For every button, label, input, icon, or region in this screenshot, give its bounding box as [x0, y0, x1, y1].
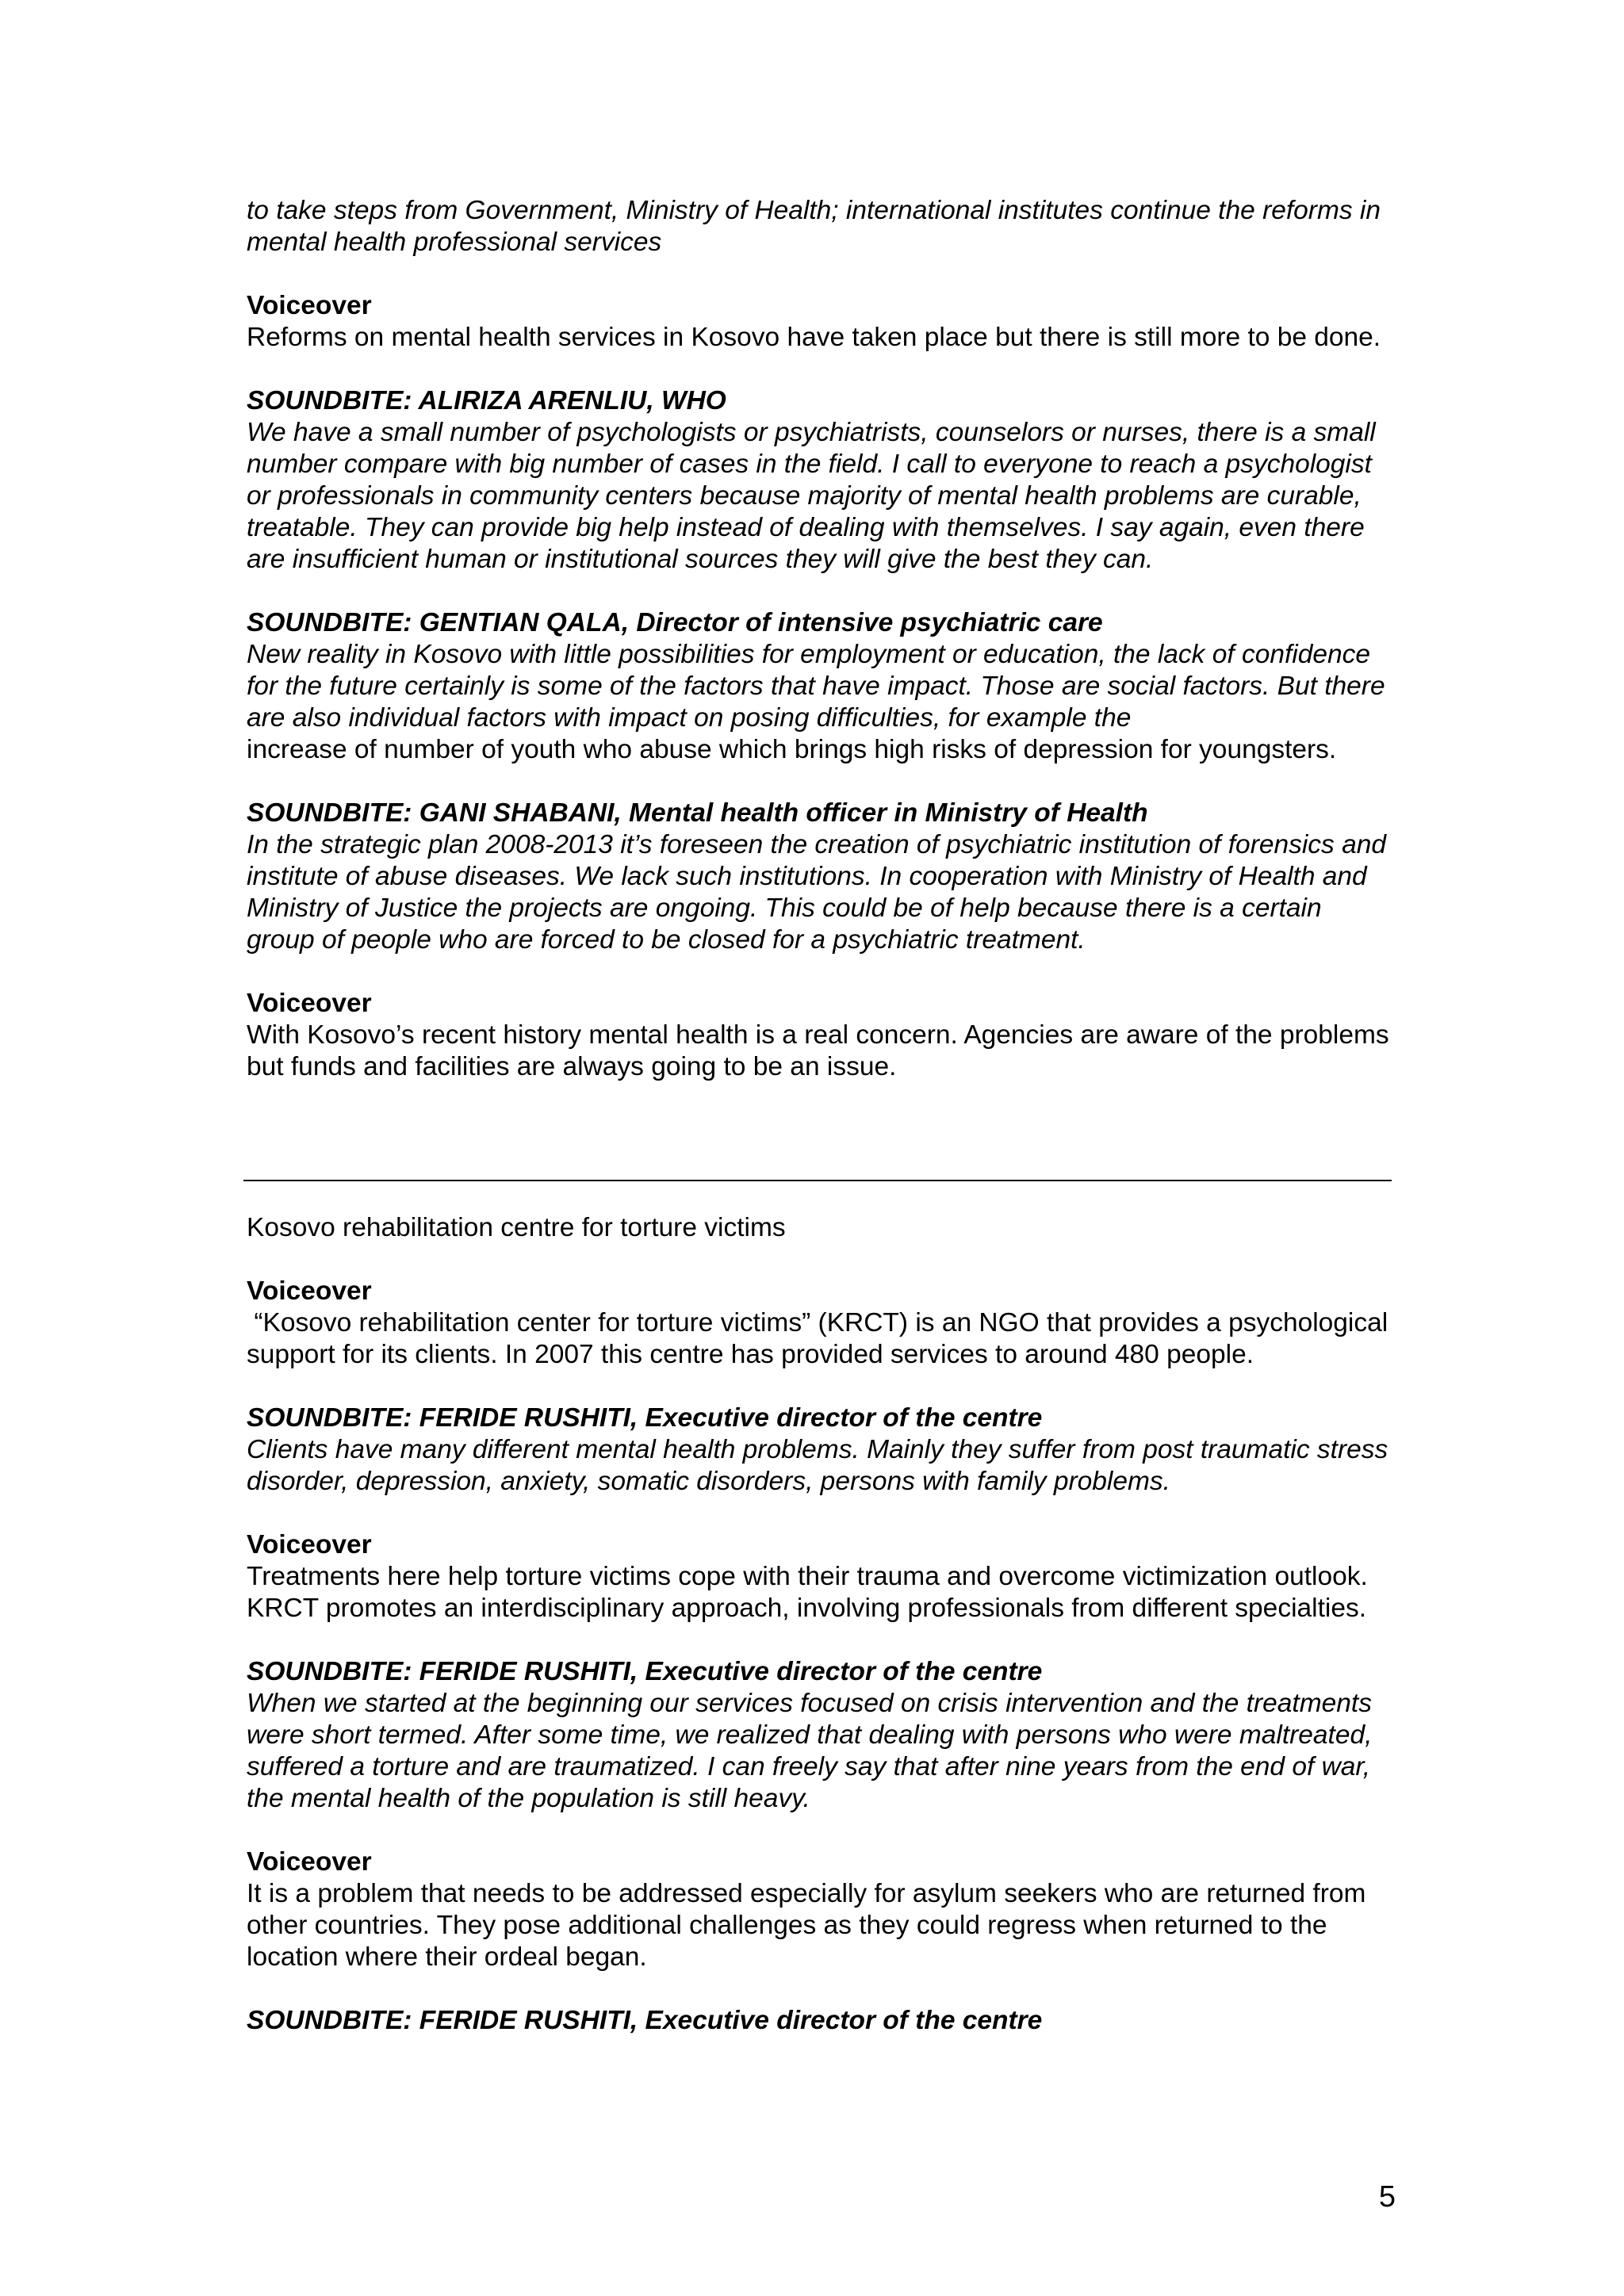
voiceover-text: With Kosovo’s recent history mental health is a real concern. Agencies are aware of the problems but funds and facilities are always going to be an issue.: [247, 1020, 1389, 1081]
section-divider: [243, 1180, 1392, 1181]
voiceover-text: It is a problem that needs to be addressed especially for asylum seekers who are returned from other countries. They pose additional challenges as they could regress when returned to the location where their ordeal began.: [247, 1879, 1366, 1972]
voiceover-block: [247, 1529, 1396, 1624]
voiceover-block: [247, 988, 1396, 1083]
section-krct: [247, 1212, 1396, 2068]
soundbite-block: [247, 607, 1396, 766]
voiceover-block: [247, 1846, 1396, 1973]
voiceover-block: [247, 290, 1396, 354]
voiceover-block: [247, 1276, 1396, 1371]
soundbite-block: [247, 1402, 1396, 1498]
section-heading: Kosovo rehabilitation centre for torture victims: [247, 1213, 786, 1242]
soundbite-text: New reality in Kosovo with little possibilities for employment or education, the lack of confidence for the future certainly is some of the factors that have impact. Those are social factors. But there are also individual factors with impact on posing difficulties, for example the: [247, 640, 1385, 733]
continuation-text: to take steps from Government, Ministry of Health; international institutes continue the reforms in mental health professional services: [247, 196, 1381, 257]
soundbite-text: When we started at the beginning our services focused on crisis intervention and the treatments were short termed. After some time, we realized that dealing with persons who were maltreated, suffered a torture and are traumatized. I can freely say that after nine years from the end of war, the mental health of the population is still heavy.: [247, 1689, 1373, 1813]
soundbite-text: In the strategic plan 2008-2013 it’s foreseen the creation of psychiatric institution of forensics and institute of abuse diseases. We lack such institutions. In cooperation with Ministry of Health and Ministry of Justice the projects are ongoing. This could be of help because there is a certain group of people who are forced to be closed for a psychiatric treatment.: [247, 830, 1386, 955]
soundbite-label: SOUNDBITE: FERIDE RUSHITI, Executive director of the centre: [247, 2006, 1043, 2035]
soundbite-text-plain: increase of number of youth who abuse which brings high risks of depression for youngsters.: [247, 735, 1337, 764]
document-page: [247, 195, 1396, 1115]
speaker-label: Voiceover: [247, 1847, 372, 1877]
soundbite-block: [247, 798, 1396, 956]
soundbite-text: We have a small number of psychologists or psychiatrists, counselors or nurses, there is a small number compare with big number of cases in the field. I call to everyone to reach a psychologist or professionals in community centers because majority of mental health problems are curable, treatable. They can provide big help instead of dealing with themselves. I say again, even there are insufficient human or institutional sources they will give the best they can.: [247, 418, 1376, 574]
soundbite-block: [247, 1656, 1396, 1815]
soundbite-block: [247, 2005, 1396, 2037]
voiceover-text: Reforms on mental health services in Kosovo have taken place but there is still more to be done.: [247, 323, 1381, 352]
voiceover-text: Treatments here help torture victims cope with their trauma and overcome victimization outlook. KRCT promotes an interdisciplinary approach, involving professionals from different specialties.: [247, 1562, 1368, 1623]
speaker-label: Voiceover: [247, 291, 372, 320]
soundbite-label: SOUNDBITE: GANI SHABANI, Mental health officer in Ministry of Health: [247, 798, 1148, 828]
page-number: 5: [1378, 2180, 1396, 2214]
soundbite-text: Clients have many different mental health problems. Mainly they suffer from post traumatic stress disorder, depression, anxiety, somatic disorders, persons with family problems.: [247, 1435, 1388, 1496]
soundbite-label: SOUNDBITE: ALIRIZA ARENLIU, WHO: [247, 386, 726, 415]
continuation-paragraph: [247, 195, 1396, 258]
speaker-label: Voiceover: [247, 989, 372, 1018]
speaker-label: Voiceover: [247, 1276, 372, 1306]
soundbite-label: SOUNDBITE: FERIDE RUSHITI, Executive director of the centre: [247, 1657, 1043, 1686]
section-heading-block: [247, 1212, 1396, 1244]
soundbite-label: SOUNDBITE: FERIDE RUSHITI, Executive director of the centre: [247, 1403, 1043, 1433]
soundbite-label: SOUNDBITE: GENTIAN QALA, Director of intensive psychiatric care: [247, 608, 1103, 637]
soundbite-block: [247, 385, 1396, 576]
voiceover-text: “Kosovo rehabilitation center for torture victims” (KRCT) is an NGO that provides a psychological support for its clients. In 2007 this centre has provided services to around 480 people.: [247, 1308, 1396, 1369]
speaker-label: Voiceover: [247, 1530, 372, 1559]
